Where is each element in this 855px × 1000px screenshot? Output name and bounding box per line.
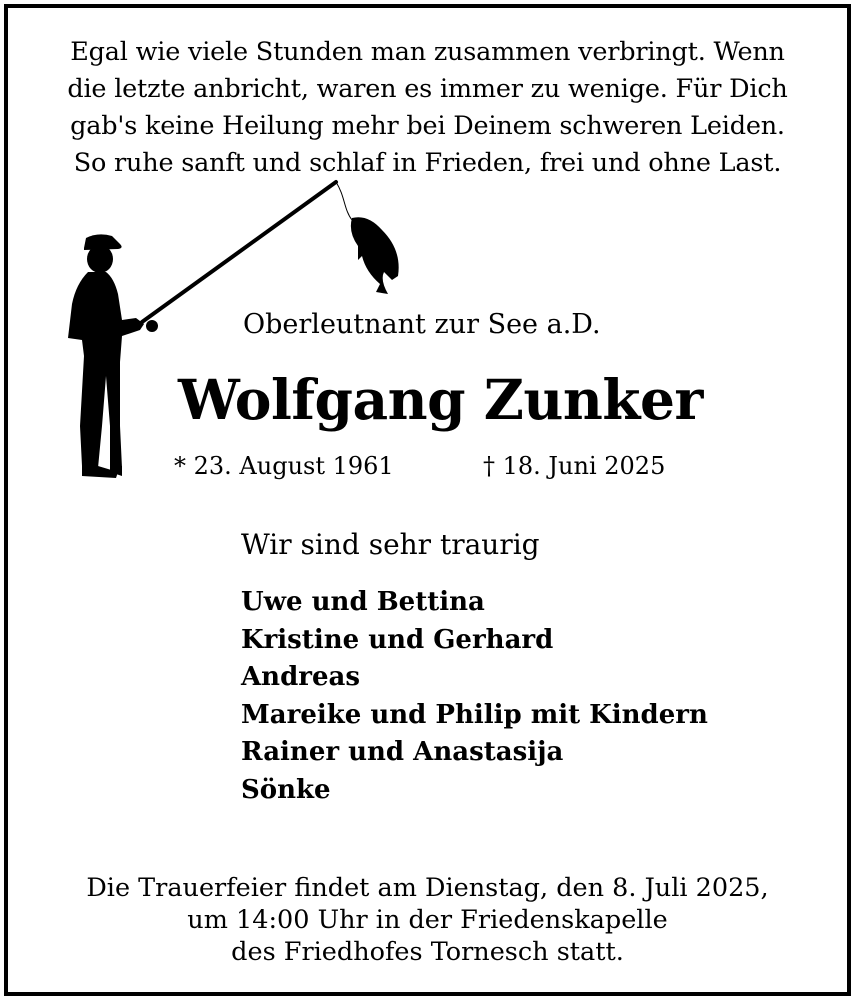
mourning-intro: Wir sind sehr traurig [241, 528, 540, 561]
funeral-service-info [0, 872, 855, 968]
poem-line: gab's keine Heilung mehr bei Deinem schweren Leiden. [70, 111, 785, 141]
death-date: † 18. Juni 2025 [483, 452, 666, 480]
poem-line: So ruhe sanft und schlaf in Frieden, frei und ohne Last. [73, 148, 782, 178]
service-line: Die Trauerfeier findet am Dienstag, den 8. Juli 2025, [86, 873, 769, 903]
poem-line: die letzte anbricht, waren es immer zu wenige. Für Dich [67, 74, 788, 104]
poem-line: Egal wie viele Stunden man zusammen verbringt. Wenn [70, 37, 785, 67]
mourner-name: Mareike und Philip mit Kindern [241, 699, 708, 730]
mourner-name: Andreas [241, 662, 360, 693]
poem [0, 34, 855, 182]
service-line: um 14:00 Uhr in der Friedenskapelle [187, 905, 668, 935]
mourner-list [241, 584, 708, 810]
mourner-name: Kristine und Gerhard [241, 624, 554, 655]
mourner-name: Uwe und Bettina [241, 587, 485, 617]
deceased-name: Wolfgang Zunker [178, 367, 703, 432]
mourner-name: Rainer und Anastasija [241, 737, 564, 768]
service-line: des Friedhofes Tornesch statt. [231, 937, 624, 967]
deceased-title: Oberleutnant zur See a.D. [243, 309, 601, 340]
fish-icon [351, 217, 399, 294]
mourner-name: Sönke [241, 774, 331, 805]
birth-date: * 23. August 1961 [174, 452, 394, 480]
